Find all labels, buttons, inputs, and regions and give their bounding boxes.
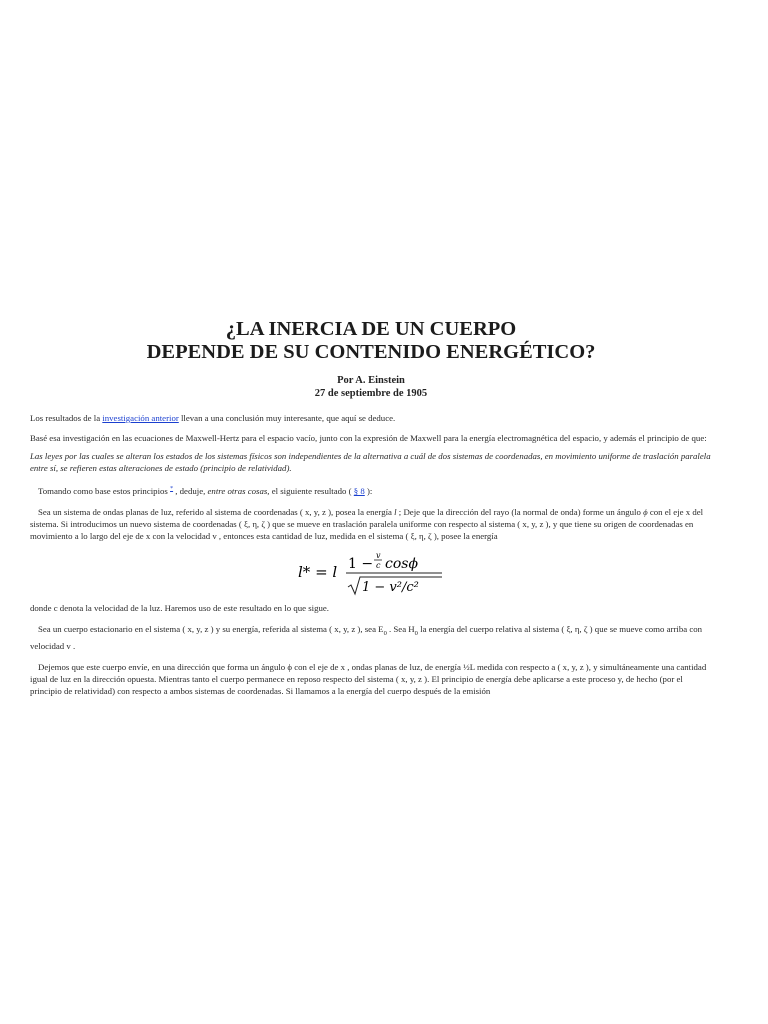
title-line-2: DEPENDE DE SU CONTENIDO ENERGÉTICO? — [146, 341, 596, 363]
formula-cosphi: cosϕ — [385, 555, 418, 572]
author: Por A. Einstein — [337, 375, 405, 386]
paragraph-8: Dejemos que este cuerpo envíe, en una dirección que forma un ángulo ϕ con el eje de x , ondas planas de luz, de energía ½L medida con respecto a ( x, y, z ), y simultáneamente una cantidad igual de luz en la dirección opuesta. Mientras tanto el cuerpo permanece en reposo respecto del sistema ( x, y, z ). El principio de energía debe aplicarse a este proceso y, de hecho (por el principio de relatividad) con respecto a ambos sistemas de coordenadas. Si llamamos a la energía del cuerpo después de la emisión — [30, 661, 707, 696]
footnote-link[interactable]: * — [170, 486, 174, 492]
paragraph-4: Tomando como base estos principios * , deduje, entre otras cosas, el siguiente resultado ( § 8 ): — [38, 485, 373, 496]
paragraph-6: donde c denota la velocidad de la luz. Haremos uso de este resultado en lo que sigue. — [30, 602, 329, 613]
formula-denominator: 1 − v²/c² — [362, 579, 419, 595]
relativity-principle-quote: Las leyes por las cuales se alteran los estados de los sistemas físicos son independientes de la alternativa a cuál de dos sistemas de coordenadas, en movimiento uniforme de traslación paralela entre sí, se refieren estas alteraciones de estado (principio de relatividad). — [30, 451, 711, 473]
section-8-link[interactable]: § 8 — [353, 485, 365, 496]
paragraph-7: Sea un cuerpo estacionario en el sistema ( x, y, z ) y su energía, referida al sistema ( x, y, z ), sea $E_0$ . Sea $H_0$ la energía del cuerpo relativa al sistema ( ξ, η, ζ ) que se mueve como arriba con velocidad v . — [30, 623, 703, 651]
paragraph-2: Basé esa investigación en las ecuaciones de Maxwell-Hertz para el espacio vacío, junto con la expresión de Maxwell para la energía electromagnética del espacio, y además el principio de que: — [30, 433, 707, 443]
formula-frac-v: v — [376, 550, 381, 560]
byline — [30, 374, 712, 400]
formula-lhs: l* = l — [298, 562, 338, 581]
previous-investigation-link[interactable]: investigación anterior — [102, 413, 179, 423]
formula-numerator: 1 − — [348, 555, 374, 572]
formula-frac-c: c — [376, 560, 381, 570]
energy-transformation-formula — [30, 548, 712, 598]
document-page — [30, 318, 712, 712]
article-title — [30, 318, 712, 364]
paragraph-5: Sea un sistema de ondas planas de luz, referido al sistema de coordenadas ( x, y, z ), posea la energía l ; Deje que la dirección del rayo (la normal de onda) forme un ángulo ϕ con el eje x del sistema. Si introducimos un nuevo sistema de coordenadas ( ξ, η, ζ ) que se mueve en traslación paralela uniforme con respecto al sistema ( x, y, z ), y que tiene su origen de coordenadas en movimiento a lo largo del eje de x con la velocidad v , entonces esta cantidad de luz, medida en el sistema ( ξ, η, ζ ), posee la energía — [30, 506, 704, 541]
formula-graphic — [296, 549, 446, 597]
paragraph-1: Los resultados de la investigación anterior llevan a una conclusión muy interesante, que aquí se deduce. — [30, 413, 396, 423]
title-line-1: ¿LA INERCIA DE UN CUERPO — [225, 318, 517, 340]
date: 27 de septiembre de 1905 — [314, 388, 428, 399]
